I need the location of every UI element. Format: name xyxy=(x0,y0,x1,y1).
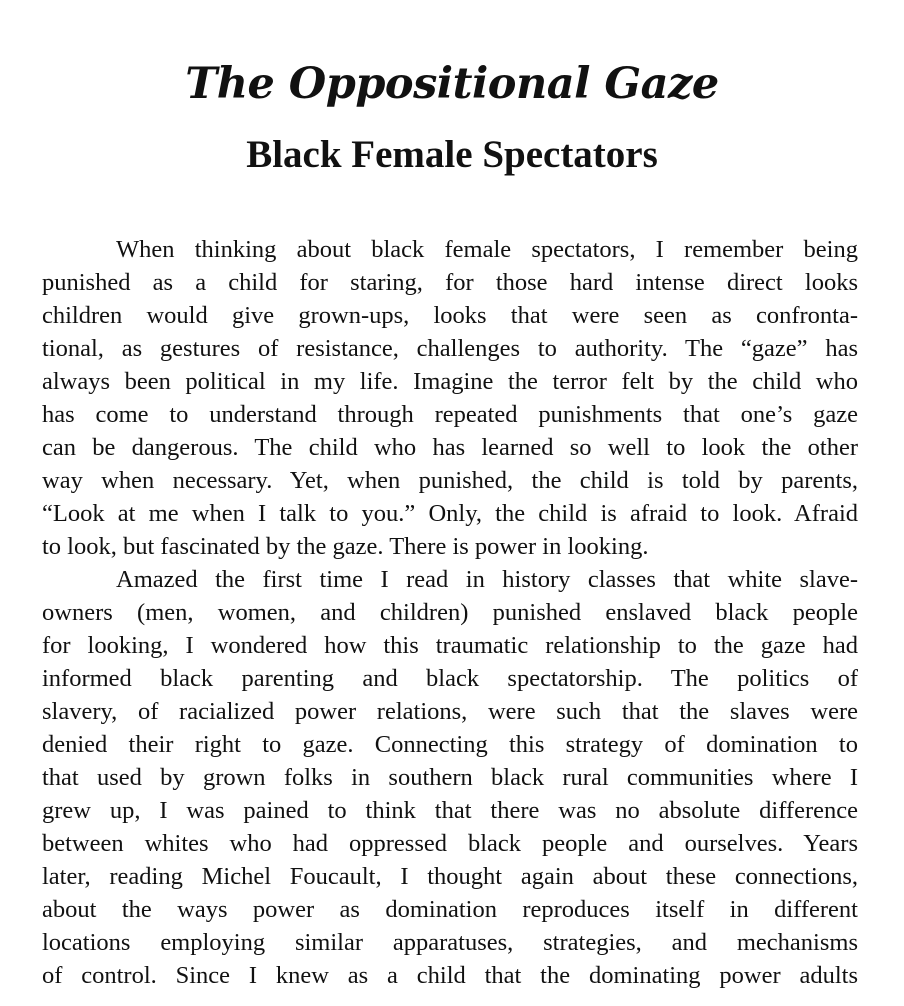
text-line: informed black parenting and black spectatorship. The politics of xyxy=(42,665,858,692)
text-line: tional, as gestures of resistance, challenges to authority. The “gaze” has xyxy=(42,335,858,362)
text-line: way when necessary. Yet, when punished, the child is told by parents, xyxy=(42,467,858,494)
text-line: that used by grown folks in southern black rural communities where I xyxy=(42,764,858,791)
text-line: punished as a child for staring, for those hard intense direct looks xyxy=(42,269,858,296)
text-line: has come to understand through repeated punishments that one’s gaze xyxy=(42,401,858,428)
text-line: children would give grown-ups, looks that were seen as confronta- xyxy=(42,302,858,329)
text-line: between whites who had oppressed black people and ourselves. Years xyxy=(42,830,858,857)
text-line: of control. Since I knew as a child that the dominating power adults xyxy=(42,962,858,989)
text-line: later, reading Michel Foucault, I thought again about these connections, xyxy=(42,863,858,890)
page-subtitle: Black Female Spectators xyxy=(246,133,658,176)
text-line: about the ways power as domination reproduces itself in different xyxy=(42,896,858,923)
body-text xyxy=(42,233,858,992)
text-line: “Look at me when I talk to you.” Only, the child is afraid to look. Afraid xyxy=(42,500,858,527)
text-line: When thinking about black female spectators, I remember being xyxy=(116,236,858,263)
text-line: grew up, I was pained to think that there was no absolute difference xyxy=(42,797,858,824)
text-line: can be dangerous. The child who has learned so well to look the other xyxy=(42,434,858,461)
text-line: to look, but fascinated by the gaze. There is power in looking. xyxy=(42,533,649,560)
page-title: The Oppositional Gaze xyxy=(185,59,719,109)
text-line: Amazed the first time I read in history classes that white slave- xyxy=(116,566,858,593)
text-line: denied their right to gaze. Connecting this strategy of domination to xyxy=(42,731,858,758)
text-line: slavery, of racialized power relations, were such that the slaves were xyxy=(42,698,858,725)
text-line: owners (men, women, and children) punished enslaved black people xyxy=(42,599,858,626)
text-line: always been political in my life. Imagine the terror felt by the child who xyxy=(42,368,858,395)
text-line: locations employing similar apparatuses, strategies, and mechanisms xyxy=(42,929,858,956)
text-line: for looking, I wondered how this traumatic relationship to the gaze had xyxy=(42,632,858,659)
